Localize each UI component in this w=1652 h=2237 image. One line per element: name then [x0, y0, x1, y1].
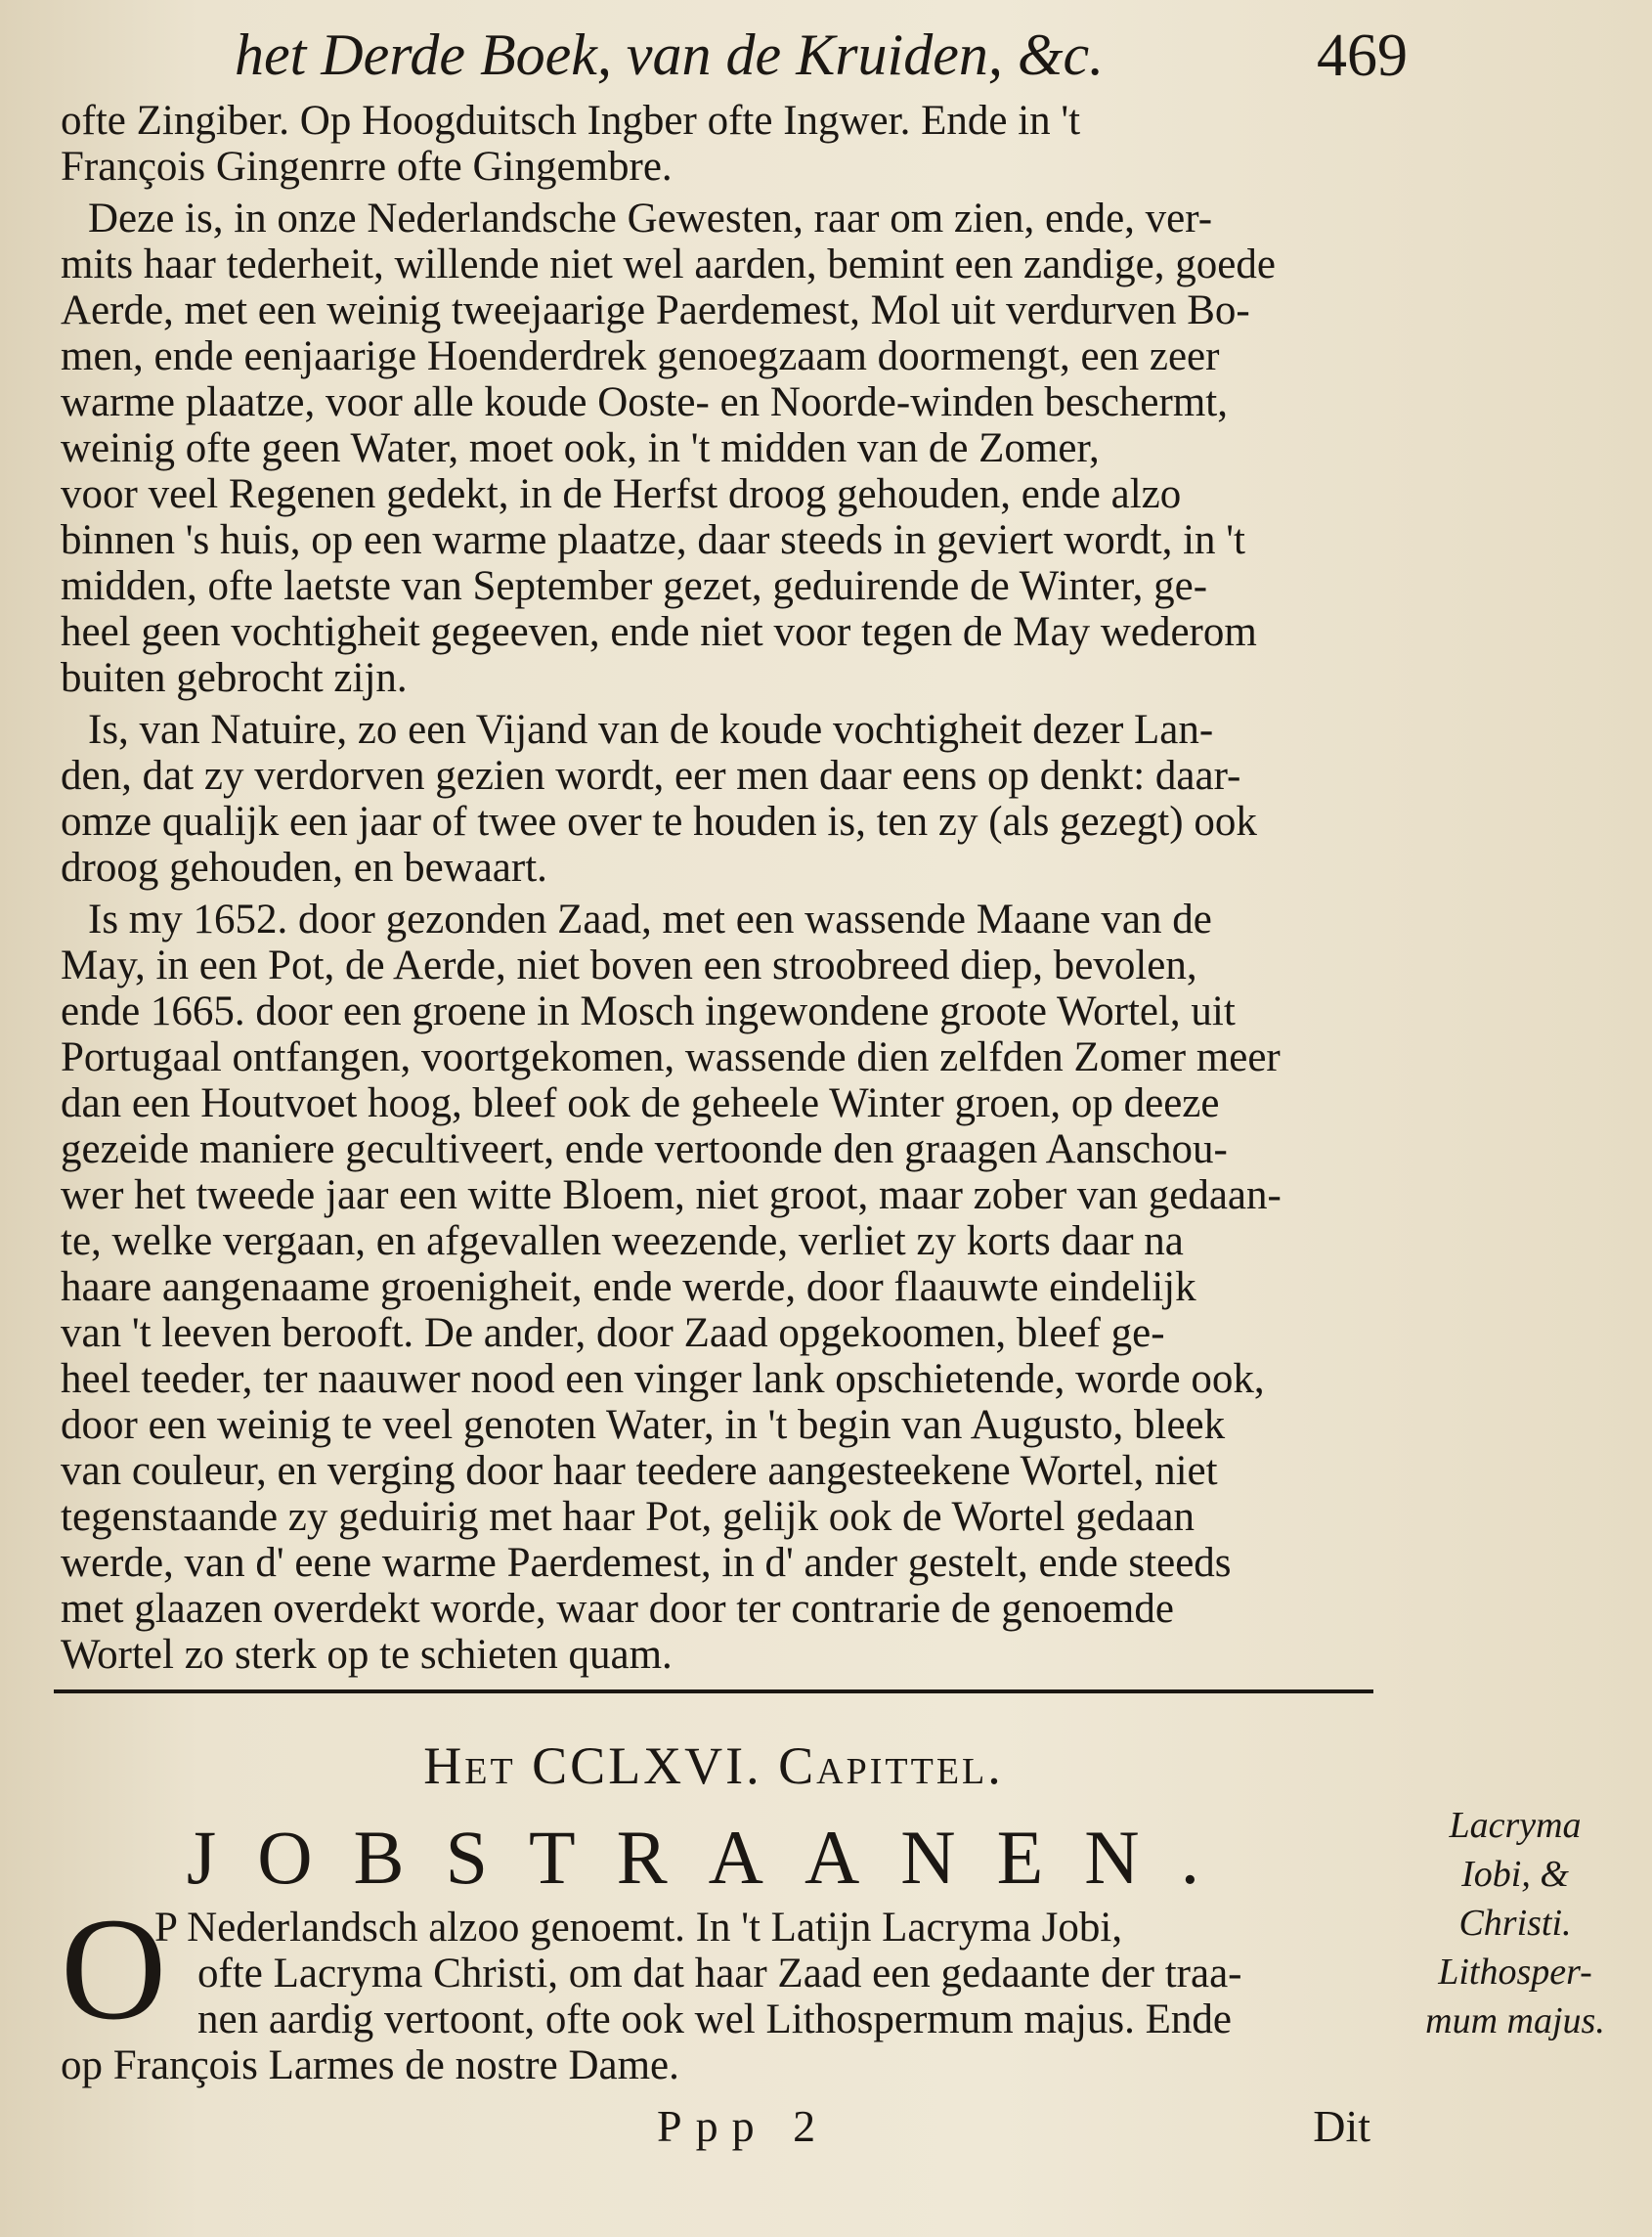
text-line: dan een Houtvoet hoog, bleef ook de geheele Winter groen, op deeze [61, 1080, 1220, 1126]
section-divider [54, 1689, 1373, 1693]
text-line: van 't leeven berooft. De ander, door Zaad opgekoomen, bleef ge- [61, 1310, 1165, 1356]
text-line: Aerde, met een weinig tweejaarige Paerdemest, Mol uit verdurven Bo- [61, 287, 1250, 333]
text-line: midden, ofte laetste van September gezet, geduirende de Winter, ge- [61, 563, 1208, 609]
text-line: wer het tweede jaar een witte Bloem, niet groot, maar zober van gedaan- [61, 1172, 1282, 1218]
text-line: Portugaal ontfangen, voortgekomen, wassende dien zelfden Zomer meer [61, 1034, 1281, 1080]
signature-mark: Ppp 2 [657, 2101, 830, 2151]
text-line: men, ende eenjaarige Hoenderdrek genoegzaam doormengt, een zeer [61, 333, 1220, 379]
margin-line: Lacryma [1449, 1805, 1582, 1846]
text-line: Wortel zo sterk op te schieten quam. [61, 1632, 673, 1678]
text-line: ofte Lacryma Christi, om dat haar Zaad een gedaante der traa- [197, 1951, 1242, 1996]
margin-line: mum majus. [1425, 2000, 1605, 2041]
text-line: heel geen vochtigheit gegeeven, ende niet voor tegen de May wederom [61, 609, 1257, 655]
text-line: van couleur, en verging door haar teedere aangesteekene Wortel, niet [61, 1448, 1218, 1494]
running-title: het Derde Boek, van de Kruiden, &c. [235, 22, 1105, 87]
chapter-text [61, 1888, 1370, 2088]
margin-line: Lithosper- [1438, 1952, 1592, 1993]
chapter-title: JOBSTRAANEN. [186, 1815, 1241, 1900]
text-line: op François Larmes de nostre Dame. [61, 2042, 679, 2088]
text-line: door een weinig te veel genoten Water, in 't begin van Augusto, bleek [61, 1402, 1226, 1448]
text-line: te, welke vergaan, en afgevallen weezende, verliet zy korts daar na [61, 1218, 1184, 1264]
text-line: heel teeder, ter naauwer nood een vinger lank opschietende, worde ook, [61, 1356, 1265, 1402]
text-line: met glaazen overdekt worde, waar door ter contrarie de genoemde [61, 1586, 1174, 1632]
text-line: mits haar tederheit, willende niet wel aarden, bemint een zandige, goede [61, 241, 1276, 287]
text-line: Is, van Natuire, zo een Vijand van de koude vochtigheit dezer Lan- [88, 707, 1214, 753]
text-line: gezeide maniere gecultiveert, ende vertoonde den graagen Aanschou- [61, 1126, 1228, 1172]
margin-note [1388, 1801, 1642, 2045]
text-line: weinig ofte geen Water, moet ook, in 't midden van de Zomer, [61, 425, 1100, 471]
text-line: nen aardig vertoont, ofte ook wel Lithospermum majus. Ende [197, 1996, 1233, 2042]
text-line: buiten gebrocht zijn. [61, 655, 408, 701]
text-line: voor veel Regenen gedekt, in de Herfst droog gehouden, ende alzo [61, 471, 1182, 517]
text-line: den, dat zy verdorven gezien wordt, eer men daar eens op denkt: daar- [61, 753, 1241, 799]
text-line: François Gingenrre ofte Gingembre. [61, 144, 673, 190]
text-line: binnen 's huis, op een warme plaatze, daar steeds in geviert wordt, in 't [61, 517, 1245, 563]
chapter-heading: Het CCLXVI. Capittel. [423, 1736, 1004, 1795]
text-line: omze qualijk een jaar of twee over te houden is, ten zy (als gezegt) ook [61, 799, 1257, 845]
text-line: Is my 1652. door gezonden Zaad, met een wassende Maane van de [88, 897, 1212, 943]
catchword: Dit [1313, 2101, 1370, 2151]
text-line: droog gehouden, en bewaart. [61, 845, 547, 891]
page-number: 469 [1317, 22, 1408, 89]
text-line: ofte Zingiber. Op Hoogduitsch Ingber ofte Ingwer. Ende in 't [61, 98, 1081, 144]
page-footer [61, 2100, 1370, 2159]
text-line: P Nederlandsch alzoo genoemt. In 't Latijn Lacryma Jobi, [154, 1905, 1123, 1951]
running-header [235, 22, 1408, 100]
text-line: ende 1665. door een groene in Mosch ingewondene groote Wortel, uit [61, 988, 1236, 1034]
margin-line: Christi. [1458, 1903, 1572, 1944]
margin-line: Iobi, & [1461, 1854, 1569, 1895]
drop-cap: O [61, 1888, 167, 2050]
text-line: Deze is, in onze Nederlandsche Gewesten, raar om zien, ende, ver- [88, 196, 1213, 241]
text-line: werde, van d' eene warme Paerdemest, in d' ander gestelt, ende steeds [61, 1540, 1232, 1586]
text-line: haare aangenaame groenigheit, ende werde, door flaauwte eindelijk [61, 1264, 1196, 1310]
text-line: May, in een Pot, de Aerde, niet boven een stroobreed diep, bevolen, [61, 943, 1197, 988]
text-line: warme plaatze, voor alle koude Ooste- en Noorde-winden beschermt, [61, 379, 1228, 425]
main-text [61, 98, 1370, 1678]
text-line: tegenstaande zy geduirig met haar Pot, gelijk ook de Wortel gedaan [61, 1494, 1195, 1540]
